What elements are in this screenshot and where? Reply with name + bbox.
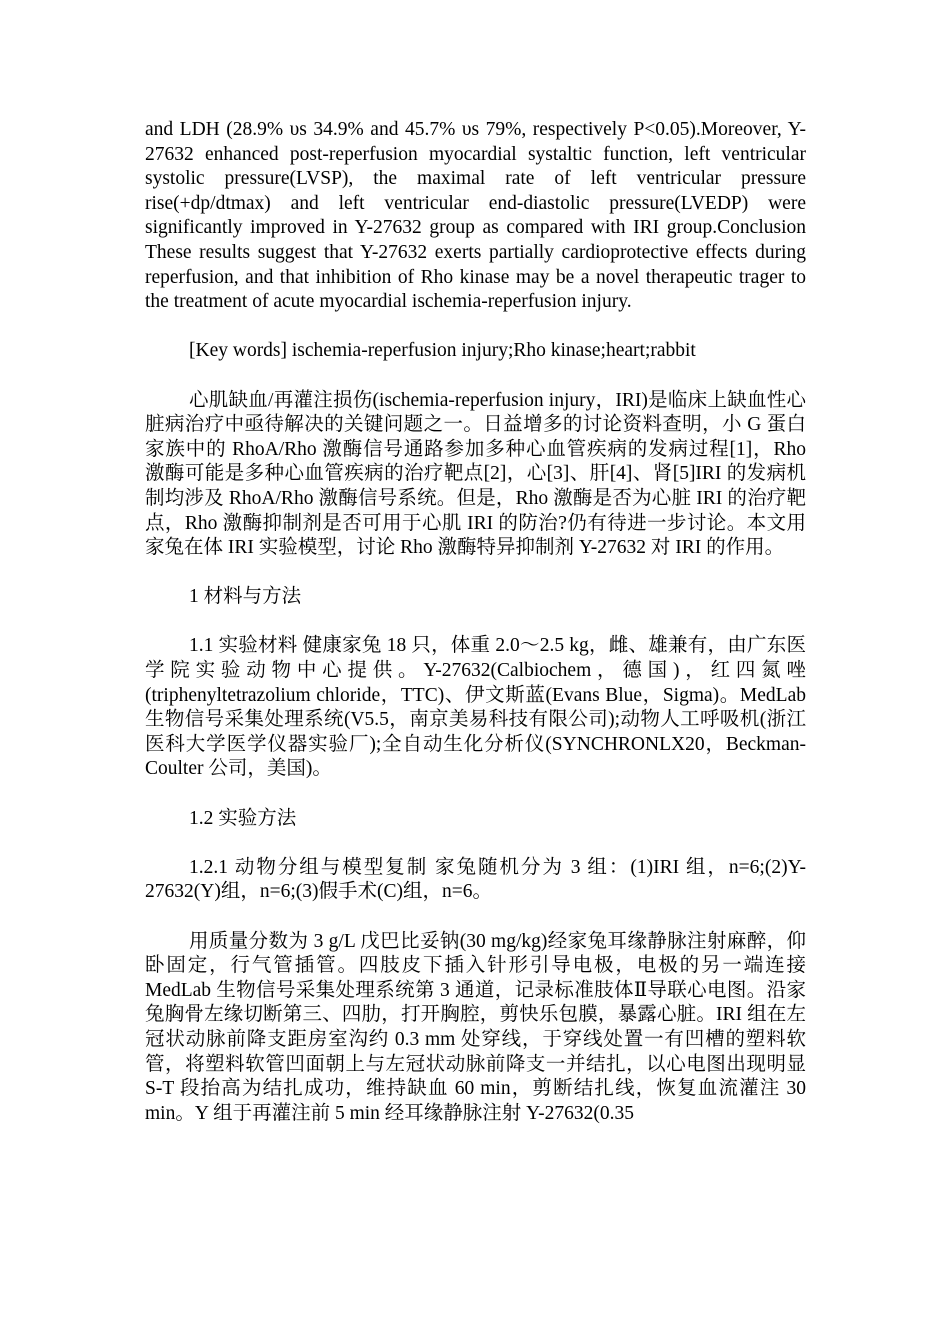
document-page bbox=[145, 118, 806, 1126]
materials-paragraph: 1.1 实验材料 健康家兔 18 只，体重 2.0～2.5 kg，雌、雄兼有，由广东医学院实验动物中心提供。Y-27632(Calbiochem，德国)，红四氮唑(triphenyltetrazolium chloride，TTC)、伊文斯蓝(Evans Blue，Sigma)。MedLab 生物信号采集处理系统(V5.5，南京美易科技有限公司);动物人工呼吸机(浙江医科大学医学仪器实验厂);全自动生化分析仪(SYNCHRONLX20，Beckman-Coulter 公司，美国)。 bbox=[145, 635, 806, 780]
procedure-paragraph: 用质量分数为 3 g/L 戊巴比妥钠(30 mg/kg)经家兔耳缘静脉注射麻醉，仰卧固定，行气管插管。四肢皮下插入针形引导电极，电极的另一端连接 MedLab 生物信号采集处理系统第 3 通道，记录标准肢体Ⅱ导联心电图。沿家兔胸骨左缘切断第三、四肋，打开胸腔，剪快乐包膜，暴露心脏。IRI 组在左冠状动脉前降支距房室沟约 0.3 mm 处穿线，于穿线处置一有凹槽的塑料软管，将塑料软管凹面朝上与左冠状动脉前降支一并结扎，以心电图出现明显 S-T 段抬高为结扎成功，维持缺血 60 min，剪断结扎线，恢复血流灌注 30 min。Y 组于再灌注前 5 min 经耳缘静脉注射 Y-27632(0.35 bbox=[145, 930, 806, 1124]
section-heading-experimental-methods: 1.2 实验方法 bbox=[189, 807, 297, 829]
grouping-paragraph: 1.2.1 动物分组与模型复制 家兔随机分为 3 组：(1)IRI 组，n=6;(2)Y-27632(Y)组，n=6;(3)假手术(C)组，n=6。 bbox=[145, 856, 806, 903]
intro-paragraph: 心肌缺血/再灌注损伤(ischemia-reperfusion injury，IRI)是临床上缺血性心脏病治疗中亟待解决的关键问题之一。日益增多的讨论资料查明，小 G 蛋白家族中的 RhoA/Rho 激酶信号通路参加多种心血管疾病的发病过程[1]，Rho 激酶可能是多种心血管疾病的治疗靶点[2]，心[3]、肝[4]、肾[5]IRI 的发病机制均涉及 RhoA/Rho 激酶信号系统。但是，Rho 激酶是否为心脏 IRI 的治疗靶点，Rho 激酶抑制剂是否可用于心肌 IRI 的防治?仍有待进一步讨论。本文用家兔在体 IRI 实验模型，讨论 Rho 激酶特异抑制剂 Y-27632 对 IRI 的作用。 bbox=[145, 389, 806, 559]
key-words: [Key words] ischemia-reperfusion injury;Rho kinase;heart;rabbit bbox=[189, 340, 696, 362]
abstract-continuation: and LDH (28.9% υs 34.9% and 45.7% υs 79%, respectively P<0.05).Moreover, Y-27632 enhanced post-reperfusion myocardial systaltic function, left ventricular systolic pressure(LVSP), the maximal rate of left ventricular pressure rise(+dp/dtmax) and left ventricular end-diastolic pressure(LVEDP) were significantly improved in Y-27632 group as compared with IRI group.Conclusion These results suggest that Y-27632 exerts partially cardioprotective effects during reperfusion, and that inhibition of Rho kinase may be a novel therapeutic trager to the treatment of acute myocardial ischemia-reperfusion injury. bbox=[145, 119, 806, 313]
section-heading-materials-methods: 1 材料与方法 bbox=[189, 586, 302, 608]
